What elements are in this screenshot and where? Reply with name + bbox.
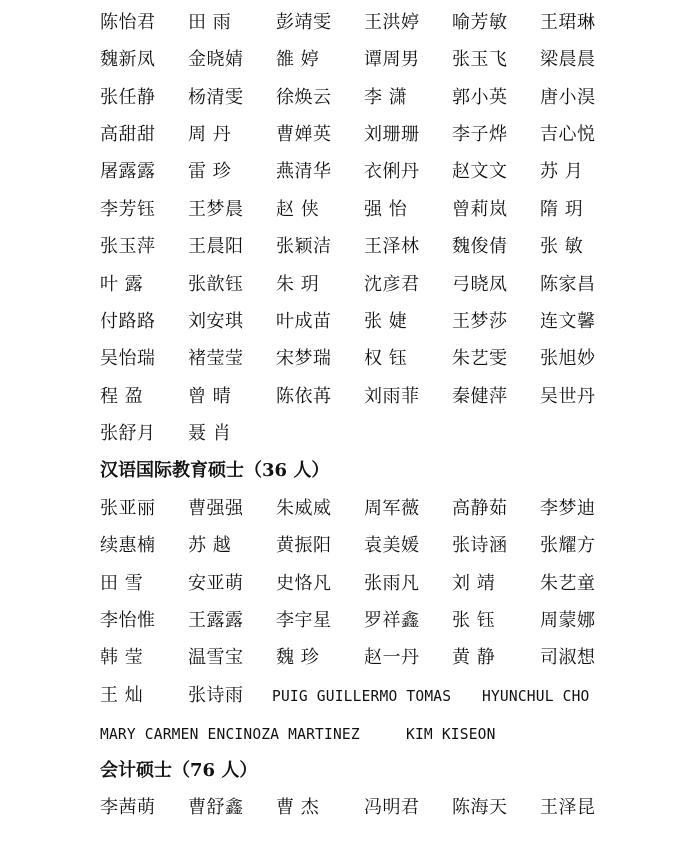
person-name: 秦健萍 [452, 386, 508, 407]
person-name: 安亚萌 [188, 573, 244, 594]
person-name: 刘 靖 [452, 573, 496, 594]
person-name: 燕清华 [276, 161, 332, 182]
person-name: 温雪宝 [188, 647, 244, 668]
person-name-latin: KIM KISEON [406, 725, 496, 743]
name-row [0, 419, 695, 449]
person-name-latin: HYUNCHUL CHO [482, 687, 590, 705]
person-name: 郭小英 [452, 87, 508, 108]
person-name: 曾 晴 [188, 386, 232, 407]
person-name: 李芳钰 [100, 199, 156, 220]
person-name: 张诗雨 [188, 685, 244, 706]
person-name: 续惠楠 [100, 535, 156, 556]
name-row [0, 232, 695, 262]
name-row [0, 569, 695, 599]
person-name: 陈海天 [452, 797, 508, 818]
person-name: 陈家昌 [540, 274, 596, 295]
person-name: 雷 珍 [188, 161, 232, 182]
person-name: 付路路 [100, 311, 156, 332]
person-name: 周蒙娜 [540, 610, 596, 631]
name-row [0, 120, 695, 150]
person-name: 张玉萍 [100, 236, 156, 257]
person-name: 权 钰 [364, 348, 408, 369]
person-name: 喻芳敏 [452, 12, 508, 33]
name-row [0, 270, 695, 300]
person-name: 王 灿 [100, 685, 144, 706]
person-name: 唐小淏 [540, 87, 596, 108]
person-name: 李怡惟 [100, 610, 156, 631]
person-name: 冯明君 [364, 797, 420, 818]
person-name: 苏 月 [540, 161, 584, 182]
person-name: 黄 静 [452, 647, 496, 668]
person-name: 苏 越 [188, 535, 232, 556]
name-row [0, 382, 695, 412]
person-name: 张任静 [100, 87, 156, 108]
person-name: 王泽林 [364, 236, 420, 257]
person-name: 吴怡瑞 [100, 348, 156, 369]
person-name: 屠露露 [100, 161, 156, 182]
person-name: 谭周男 [364, 49, 420, 70]
person-name: 连文馨 [540, 311, 596, 332]
person-name: 张歆钰 [188, 274, 244, 295]
name-row [0, 307, 695, 337]
person-name: 曾莉岚 [452, 199, 508, 220]
person-name: 王珺琳 [540, 12, 596, 33]
person-name: 朱艺童 [540, 573, 596, 594]
person-name: 陈怡君 [100, 12, 156, 33]
person-name: 张舒月 [100, 423, 156, 444]
person-name-latin: PUIG GUILLERMO TOMAS [272, 687, 452, 705]
name-row [0, 157, 695, 187]
person-name: 刘珊珊 [364, 124, 420, 145]
person-name: 朱威威 [276, 498, 332, 519]
person-name: 杨清雯 [188, 87, 244, 108]
person-name: 张 钰 [452, 610, 496, 631]
person-name: 张旭妙 [540, 348, 596, 369]
person-name: 曹婵英 [276, 124, 332, 145]
person-name: 隋 玥 [540, 199, 584, 220]
person-name: 王露露 [188, 610, 244, 631]
person-name: 魏新凤 [100, 49, 156, 70]
person-name: 曹强强 [188, 498, 244, 519]
person-name: 赵一丹 [364, 647, 420, 668]
name-row [0, 83, 695, 113]
person-name: 吴世丹 [540, 386, 596, 407]
person-name: 田 雪 [100, 573, 144, 594]
name-row [0, 793, 695, 823]
person-name: 弓晓凤 [452, 274, 508, 295]
person-name: 周军薇 [364, 498, 420, 519]
person-name: 褚莹莹 [188, 348, 244, 369]
person-name: 李梦迪 [540, 498, 596, 519]
person-name: 沈彦君 [364, 274, 420, 295]
person-name: 韩 莹 [100, 647, 144, 668]
person-name: 李茜萌 [100, 797, 156, 818]
person-name: 张 敏 [540, 236, 584, 257]
person-name: 赵 侠 [276, 199, 320, 220]
name-row [0, 8, 695, 38]
person-name: 朱艺雯 [452, 348, 508, 369]
person-name: 强 怡 [364, 199, 408, 220]
person-name: 张亚丽 [100, 498, 156, 519]
name-row [0, 344, 695, 374]
person-name: 程 盈 [100, 386, 144, 407]
person-name: 朱 玥 [276, 274, 320, 295]
person-name: 吉心悦 [540, 124, 596, 145]
person-name: 张耀方 [540, 535, 596, 556]
person-name: 曹 杰 [276, 797, 320, 818]
person-name: 衣俐丹 [364, 161, 420, 182]
person-name: 雒 婷 [276, 49, 320, 70]
person-name: 聂 肖 [188, 423, 232, 444]
person-name: 叶 露 [100, 274, 144, 295]
person-name: 金晓婧 [188, 49, 244, 70]
person-name: 罗祥鑫 [364, 610, 420, 631]
person-name: 周 丹 [188, 124, 232, 145]
person-name: 李 潇 [364, 87, 408, 108]
person-name: 宋梦瑞 [276, 348, 332, 369]
name-row [0, 45, 695, 75]
person-name: 王泽昆 [540, 797, 596, 818]
person-name: 李宇星 [276, 610, 332, 631]
person-name-latin: MARY CARMEN ENCINOZA MARTINEZ [100, 725, 360, 743]
person-name: 黄振阳 [276, 535, 332, 556]
name-row [0, 643, 695, 673]
person-name: 王梦晨 [188, 199, 244, 220]
person-name: 司淑想 [540, 647, 596, 668]
person-name: 赵文文 [452, 161, 508, 182]
person-name: 张玉飞 [452, 49, 508, 70]
person-name: 魏 珍 [276, 647, 320, 668]
person-name: 史恪凡 [276, 573, 332, 594]
person-name: 高甜甜 [100, 124, 156, 145]
person-name: 张诗涵 [452, 535, 508, 556]
person-name: 张颖洁 [276, 236, 332, 257]
person-name: 彭靖雯 [276, 12, 332, 33]
person-name: 魏俊倩 [452, 236, 508, 257]
person-name: 袁美媛 [364, 535, 420, 556]
person-name: 徐焕云 [276, 87, 332, 108]
person-name: 张雨凡 [364, 573, 420, 594]
person-name: 王洪婷 [364, 12, 420, 33]
name-row [0, 195, 695, 225]
person-name: 曹舒鑫 [188, 797, 244, 818]
person-name: 刘安琪 [188, 311, 244, 332]
section-heading: 汉语国际教育硕士（36 人） [100, 460, 330, 481]
person-name: 陈依苒 [276, 386, 332, 407]
person-name: 田 雨 [188, 12, 232, 33]
person-name: 梁晨晨 [540, 49, 596, 70]
person-name: 李子烨 [452, 124, 508, 145]
section-heading: 会计硕士（76 人） [100, 760, 258, 781]
name-row [0, 606, 695, 636]
name-row [0, 494, 695, 524]
person-name: 王梦莎 [452, 311, 508, 332]
person-name: 刘雨菲 [364, 386, 420, 407]
person-name: 高静茹 [452, 498, 508, 519]
name-row [0, 531, 695, 561]
person-name: 王晨阳 [188, 236, 244, 257]
person-name: 叶成苗 [276, 311, 332, 332]
person-name: 张 婕 [364, 311, 408, 332]
